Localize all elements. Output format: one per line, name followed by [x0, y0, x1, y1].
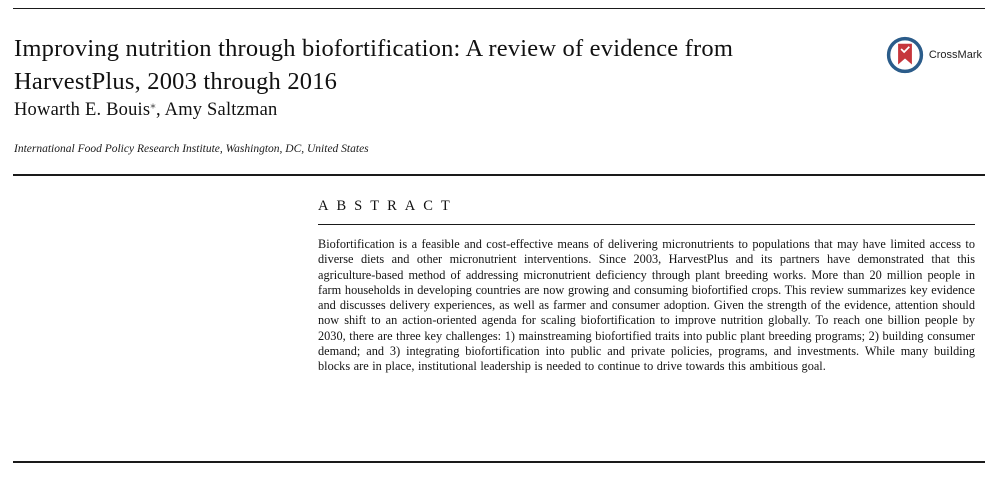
- author-amy-saltzman: , Amy Saltzman: [156, 100, 278, 121]
- crossmark-icon: [886, 36, 924, 74]
- paper-title: Improving nutrition through biofortification: A review of evidence from HarvestPlus, 2003 through 2016: [14, 35, 734, 96]
- crossmark-label: CrossMark: [928, 49, 982, 61]
- top-divider: [13, 8, 985, 9]
- affiliation: International Food Policy Research Institute, Washington, DC, United States: [14, 143, 369, 155]
- header-divider: [13, 174, 985, 176]
- crossmark-badge[interactable]: [886, 36, 982, 74]
- abstract-heading: ABSTRACT: [318, 198, 458, 214]
- corresponding-author-marker[interactable]: ⁎: [150, 99, 156, 111]
- abstract-divider: [318, 224, 975, 225]
- authors-line: [14, 98, 278, 121]
- bottom-divider: [13, 461, 985, 463]
- abstract-section: [318, 198, 975, 375]
- abstract-text: Biofortification is a feasible and cost-effective means of delivering micronutrients to populations that may have limited access to diverse diets and other micronutrient interventions. Since 2003, HarvestPlus and its partners have demonstrated that this agriculture-based method of addressing micronutrient deficiency through plant breeding works. More than 20 million people in farm households in developing countries are now growing and consuming biofortified crops. This review summarizes key evidence and discusses delivery experiences, as well as farmer and consumer adoption. Given the strength of the evidence, attention should now shift to an action-oriented agenda for scaling biofortification to improve nutrition globally. To reach one billion people by 2030, there are three key challenges: 1) mainstreaming biofortified traits into public plant breeding programs; 2) building consumer demand; and 3) integrating biofortification into public and private policies, programs, and investments. While many building blocks are in place, institutional leadership is needed to continue to drive towards this ambitious goal.: [318, 237, 975, 374]
- author-howarth-bouis: Howarth E. Bouis: [14, 100, 151, 121]
